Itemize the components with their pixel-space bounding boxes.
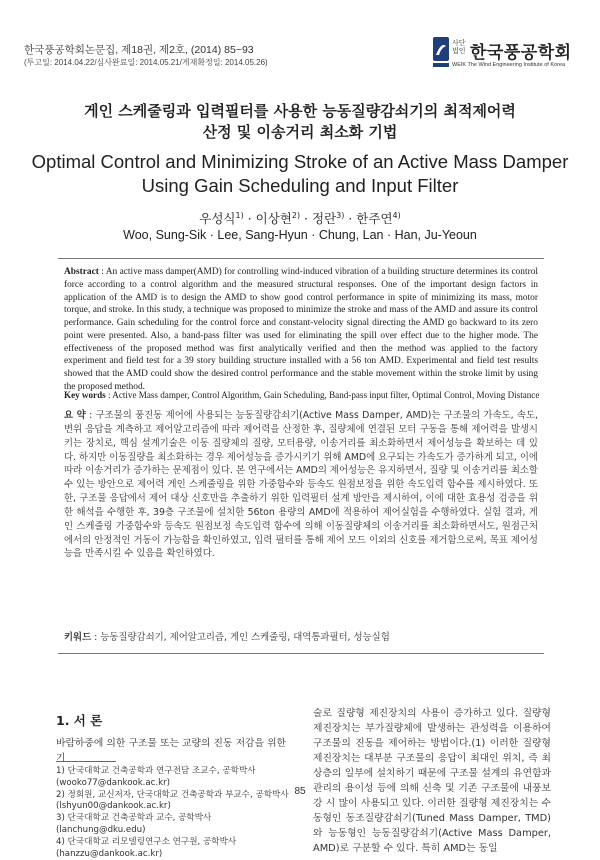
- author-separator: ·: [300, 211, 312, 226]
- korean-abstract-label: 요 약: [64, 410, 86, 421]
- abstract: [64, 266, 538, 394]
- author-2: 이상현$^{2)}$: [255, 210, 301, 226]
- korean-keywords-label: 키워드: [64, 632, 92, 643]
- author-footnotes: [56, 766, 300, 860]
- korean-abstract: [64, 409, 538, 561]
- english-title-line-2: Using Gain Scheduling and Input Filter: [141, 175, 459, 196]
- korean-title-line-1: 게인 스케줄링과 입력필터를 사용한 능동질량감쇠기의 최적제어력: [84, 102, 516, 120]
- abstract-top-rule: [58, 258, 544, 259]
- korean-authors: [0, 209, 600, 227]
- abstract-text: : An active mass damper(AMD) for controlling wind-induced vibration of a building structure determines its control force according to a control algorithm and the measured structural responses. One of the important design factors in application of the AMD is to design the AMD to show good control performance in spite of minimizing its mass, motor torque, and stroke. In this study, a technique was proposed to minimize the stroke and mass of the AMD and assure its control performance. Gain scheduling for the control force and constant-velocity signal directing the AMD go backward to its zero point were presented. Also, a band-pass filter was used for eliminating the spill over effect due to the higher mode. The effectiveness of the proposed method was first analytically verified and then the method was applied to the factory experiment and field test for a 39 story building structure installed with a 56 ton AMD. Experimental and field test results showed that the AMD could show the desired control performance and the stable movement within the stroke limit by using the proposed method.: [64, 267, 538, 392]
- abstract-bottom-rule: [58, 653, 544, 654]
- footnote: 1) 단국대학교 건축공학과 연구전담 조교수, 공학박사 (wooko77@dankook.ac.kr): [56, 766, 256, 788]
- logo-small-line-1: 사단: [452, 39, 466, 47]
- english-title-line-1: Optimal Control and Minimizing Stroke of an Active Mass Damper: [31, 151, 569, 172]
- submission-dates: (투고일: 2014.04.22/심사완료일: 2014.05.21/게재확정일: 2014.05.26): [24, 58, 268, 67]
- footnote-rule: [56, 761, 116, 762]
- korean-keywords-text: : 능동질량감쇠기, 제어알고리즘, 게인 스케줄링, 대역통과필터, 성능실험: [91, 632, 390, 643]
- footnote: 2) 정회원, 교신저자, 단국대학교 건축공학과 부교수, 공학박사 (lshyun00@dankook.ac.kr): [56, 789, 289, 812]
- korean-keywords: [64, 632, 538, 644]
- section-heading: 1. 서 론: [56, 713, 103, 728]
- korean-title: [0, 101, 600, 143]
- author-3: 정란$^{3)}$: [312, 210, 345, 226]
- intro-column-2-text: 술로 질량형 제진장치의 사용이 증가하고 있다. 질량형 제진장치는 부가질량체에 발생하는 관성력을 이용하여 구조물의 진동을 제어하는 방법이다.(1) 이러한 질량형 제진장치는 대부분 구조물의 응답이 최대인 위치, 즉 최상층의 일부에 설치하기 때문에 구조물 설계의 유연함과 관리의 용이성 등에 의해 신축 및 기존 구조물에 내풍보강 시 많이 사용되고 있다. 이러한 질량형 제진장치는 수동형인 동조질량감쇠기(Tuned Mass Damper, TMD)와 능동형인 능동질량감쇠기(Active Mass Damper, AMD)로 구분할 수 있다. 특히 AMD는 동일: [313, 708, 551, 855]
- korean-abstract-text: : 구조물의 풍진동 제어에 사용되는 능동질량감쇠기(Active Mass Damper, AMD)는 구조물의 가속도, 속도, 변위 응답을 계측하고 제어알고리즘에 따라 제어력을 산정한 후, 질량체에 연결된 모터 구동을 통해 제어력을 발생시키는 장치로, 핵심 설계기술은 이동 질량체의 질량, 모터용량, 이송거리를 최소화하면서 제어성능을 확보하는 데 있다. 하지만 이동질량을 최소화하는 경우 제어성능을 증가시키기 위해 AMD에 요구되는 가속도가 증가하게 되고, 이에 따라 이송거리가 증가하는 문제점이 있다. 본 연구에서는 AMD의 제어성능은 유지하면서, 질량 및 이송거리를 최소할 수 있는 방안으로 제어력 게인 스케줄링을 위한 가중함수와 등속도 원점보정을 위한 속도입력 함수를 제시하였다. 또한, 구조물 응답에서 제어 대상 신호만을 추출하기 위한 입력필터 설계 방안을 제시하여, 이에 대한 효용성 검증을 위한 해석을 수행한 후, 39층 구조물에 설치한 56ton 용량의 AMD에 적용하여 제어실험을 수행하였다. 실험 결과, 게인 스케줄링 가중함수와 등속도 원점보정 속도입력 함수에 의해 이동질량체의 이송거리를 최소화하면서도, 원점근처에서의 안정적인 거동이 가능함을 확인하였고, 입력 필터를 통해 제어 모드 이외의 신호를 제거함으로써, 목표 제어성능을 만족시킬 수 있음을 확인하였다.: [64, 410, 538, 560]
- intro-column-1-text: 바람하중에 의한 구조물 또는 교량의 진동 저감을 위한 기: [56, 738, 287, 764]
- society-logo-icon: [432, 36, 450, 70]
- logo-corp-label: [452, 39, 466, 55]
- english-keywords: [64, 389, 538, 401]
- author-4: 한주연$^{4)}$: [356, 210, 401, 226]
- abstract-label: Abstract: [64, 267, 99, 277]
- author-1: 우성식$^{1)}$: [199, 210, 244, 226]
- society-logo-name: 한국풍공학회: [470, 43, 572, 62]
- society-logo-english: WEIK The Wind Engineering Institute of Korea: [452, 62, 566, 68]
- author-separator: ·: [243, 211, 256, 226]
- korean-title-line-2: 산정 및 이송거리 최소화 기법: [202, 123, 398, 141]
- keywords-label: Key words: [64, 390, 106, 400]
- author-separator: ·: [344, 211, 357, 226]
- english-authors: Woo, Sung-Sik · Lee, Sang-Hyun · Chung, Lan · Han, Ju-Yeoun: [123, 228, 477, 242]
- logo-small-line-2: 법인: [452, 47, 466, 55]
- footnote: 3) 단국대학교 건축공학과 교수, 공학박사 (lanchung@dku.edu): [56, 813, 212, 835]
- english-title: [0, 150, 600, 198]
- keywords-text: : Active Mass damper, Control Algorithm, Gain Scheduling, Band-pass input filter, Optimal Control, Moving Distance: [105, 390, 540, 400]
- page-number: 85: [294, 786, 306, 797]
- journal-citation: 한국풍공학회논문집, 제18권, 제2호, (2014) 85~93: [24, 44, 254, 56]
- footnote: 4) 단국대학교 리모델링연구소 연구원, 공학박사 (hanzzu@dankook.ac.kr): [56, 836, 237, 859]
